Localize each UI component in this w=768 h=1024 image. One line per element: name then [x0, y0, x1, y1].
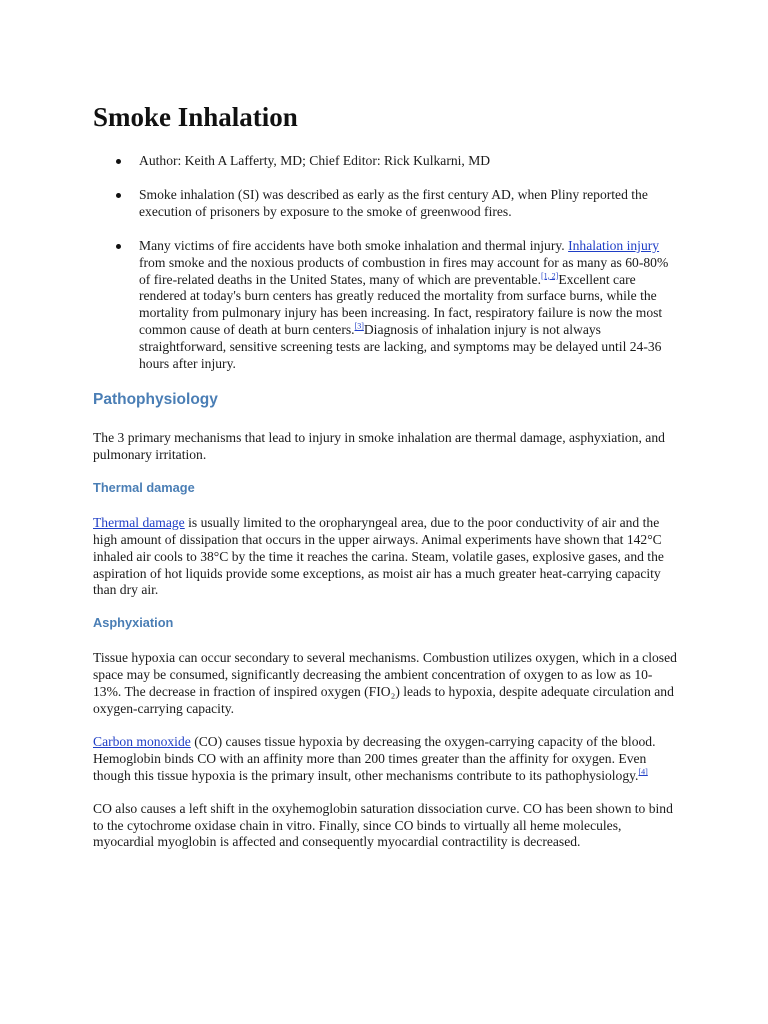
- carbon-monoxide-text: (CO) causes tissue hypoxia by decreasing the oxygen-carrying capacity of the blood. Hemoglobin binds CO with an affinity more than 200 times greater than the affinity for oxygen. Even though this tissue hypoxia is the primary insult, other mechanisms contribute to its pathophysiology.: [93, 733, 656, 783]
- reference-4-link[interactable]: [4]: [638, 767, 648, 777]
- asphyxiation-heading: Asphyxiation: [93, 615, 174, 631]
- overview-text-3: Excellent care rendered at today's burn centers has greatly reduced the mortality from surface burns, while the mortality from pulmonary injury has been increasing. In fact, respiratory failure is now the most common cause of death at burn centers.: [139, 271, 663, 338]
- thermal-damage-paragraph: [93, 515, 678, 600]
- bullet-icon: [116, 244, 121, 249]
- asphyxiation-paragraph-3: CO also causes a left shift in the oxyhemoglobin saturation dissociation curve. CO has been shown to bind to the cytochrome oxidase chain in vitro. Finally, since CO binds to virtually all heme molecules, myocardial myoglobin is affected and consequently myocardial contractility is decreased.: [93, 800, 673, 850]
- bullet-author: [93, 153, 678, 170]
- bullet-icon: [116, 193, 121, 198]
- bullet-history: [93, 187, 678, 221]
- author-text: Author: Keith A Lafferty, MD; Chief Editor: Rick Kulkarni, MD: [139, 153, 491, 168]
- asphyxiation-paragraph-1: Tissue hypoxia can occur secondary to several mechanisms. Combustion utilizes oxygen, which in a closed space may be consumed, significantly decreasing the ambient concentration of oxygen to as low as 10-13%. The decrease in fraction of inspired oxygen (FIO₂) leads to hypoxia, despite adequate circulation and oxygen-carrying capacity.: [93, 650, 677, 717]
- reference-4: [638, 767, 647, 776]
- thermal-damage-heading: Thermal damage: [93, 479, 195, 495]
- reference-1-2: [541, 271, 558, 280]
- inhalation-injury-link[interactable]: Inhalation injury: [568, 237, 660, 253]
- reference-3: [355, 322, 364, 331]
- bullet-icon: [116, 159, 121, 164]
- carbon-monoxide-link[interactable]: Carbon monoxide: [93, 733, 191, 749]
- asphyxiation-paragraph-2: [93, 734, 678, 785]
- reference-1-2-link[interactable]: [1, 2]: [541, 271, 559, 280]
- history-text: Smoke inhalation (SI) was described as early as the first century AD, when Pliny reported the execution of prisoners by exposure to the smoke of greenwood fires.: [139, 186, 648, 219]
- thermal-damage-link[interactable]: Thermal damage: [93, 514, 185, 530]
- overview-text-4: Diagnosis of inhalation injury is not always straightforward, sensitive screening tests are lacking, and symptoms may be delayed until 24-36 hours after injury.: [139, 322, 662, 372]
- pathophysiology-intro: The 3 primary mechanisms that lead to injury in smoke inhalation are thermal damage, asphyxiation, and pulmonary irritation.: [93, 429, 665, 462]
- document-title: Smoke Inhalation: [93, 102, 298, 132]
- bullet-overview: [93, 238, 678, 373]
- pathophysiology-heading: Pathophysiology: [93, 390, 218, 408]
- document-page: [93, 100, 678, 867]
- overview-text-2: from smoke and the noxious products of combustion in fires may account for as many as 60-80% of fire-related deaths in the United States, many of which are preventable.: [139, 254, 669, 287]
- reference-3-link[interactable]: [3]: [354, 321, 364, 331]
- thermal-damage-text: is usually limited to the oropharyngeal area, due to the poor conductivity of air and the high amount of dissipation that occurs in the upper airways. Animal experiments have shown that 142°C inhaled air cools to 38°C by the time it reaches the carina. Steam, volatile gases, explosive gases, and the aspiration of hot liquids provide some exceptions, as moist air has a much greater heat-carrying capacity than dry air.: [93, 514, 664, 598]
- summary-bullet-list: [93, 153, 678, 373]
- overview-text-1: Many victims of fire accidents have both smoke inhalation and thermal injury.: [139, 237, 569, 253]
